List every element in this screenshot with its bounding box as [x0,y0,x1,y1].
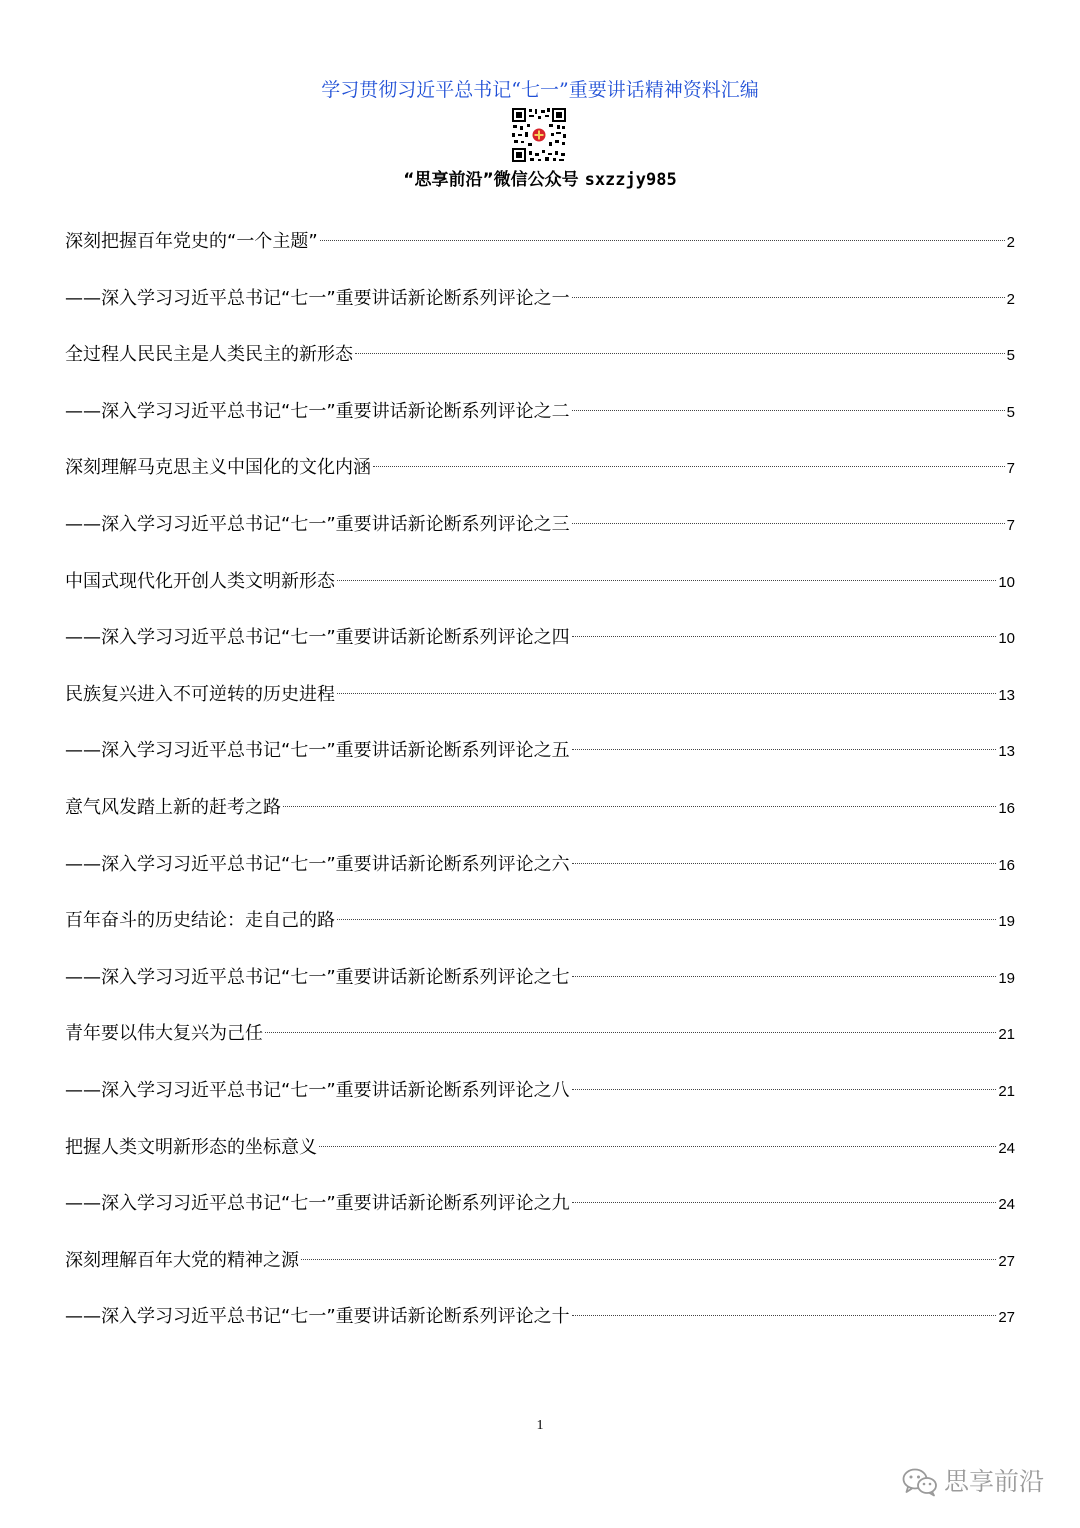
toc-page-number: 5 [1006,403,1015,421]
toc-entry[interactable] [65,568,1015,625]
toc-entry[interactable] [65,1247,1015,1304]
toc-dot-leader [337,919,996,920]
toc-page-number: 21 [998,1026,1015,1044]
toc-page-number: 27 [998,1309,1015,1327]
toc-entry[interactable] [65,737,1015,794]
toc-page-number: 24 [998,1196,1015,1214]
table-of-contents [65,228,1015,1360]
toc-page-number: 10 [998,573,1015,591]
toc-dot-leader [572,297,1005,298]
toc-dot-leader [572,523,1005,524]
toc-entry[interactable] [65,794,1015,851]
toc-dot-leader [320,240,1005,241]
toc-entry[interactable] [65,511,1015,568]
toc-entry-text: 民族复兴进入不可逆转的历史进程 [65,683,335,705]
toc-page-number: 2 [1006,290,1015,308]
toc-entry[interactable] [65,1077,1015,1134]
toc-entry-text: 百年奋斗的历史结论：走自己的路 [65,910,335,932]
toc-page-number: 13 [998,686,1015,704]
toc-entry[interactable] [65,624,1015,681]
toc-entry-text: 中国式现代化开创人类文明新形态 [65,570,335,592]
toc-page-number: 21 [998,1082,1015,1100]
toc-page-number: 24 [998,1139,1015,1157]
toc-entry[interactable] [65,964,1015,1021]
toc-entry-text: ——深入学习习近平总书记“七一”重要讲话新论断系列评论之五 [65,740,570,762]
toc-dot-leader [319,1146,996,1147]
account-label: “思享前沿”微信公众号 [403,170,579,190]
watermark-text: 思享前沿 [943,1467,1044,1496]
toc-entry-text: ——深入学习习近平总书记“七一”重要讲话新论断系列评论之十 [65,1306,570,1328]
toc-entry-text: ——深入学习习近平总书记“七一”重要讲话新论断系列评论之九 [65,1193,570,1215]
toc-entry-text: ——深入学习习近平总书记“七一”重要讲话新论断系列评论之七 [65,966,570,988]
toc-entry[interactable] [65,285,1015,342]
toc-entry-text: 深刻理解马克思主义中国化的文化内涵 [65,457,371,479]
toc-dot-leader [355,353,1005,354]
toc-entry-text: ——深入学习习近平总书记“七一”重要讲话新论断系列评论之二 [65,400,570,422]
document-title: 学习贯彻习近平总书记“七一”重要讲话精神资料汇编 [321,79,759,101]
toc-entry-text: ——深入学习习近平总书记“七一”重要讲话新论断系列评论之八 [65,1079,570,1101]
account-id: sxzzjy985 [584,170,677,190]
toc-dot-leader [572,636,997,637]
toc-entry[interactable] [65,228,1015,285]
watermark [902,1462,1044,1502]
toc-entry-text: ——深入学习习近平总书记“七一”重要讲话新论断系列评论之三 [65,513,570,535]
toc-page-number: 16 [998,799,1015,817]
toc-page-number: 10 [998,630,1015,648]
toc-dot-leader [373,466,1005,467]
toc-entry[interactable] [65,398,1015,455]
toc-entry[interactable] [65,1190,1015,1247]
toc-entry[interactable] [65,681,1015,738]
toc-dot-leader [572,410,1005,411]
toc-page-number: 5 [1006,347,1015,365]
toc-page-number: 19 [998,913,1015,931]
toc-dot-leader [572,1202,997,1203]
page-number: 1 [536,1418,544,1433]
toc-page-number: 16 [998,856,1015,874]
toc-entry[interactable] [65,1303,1015,1360]
toc-entry[interactable] [65,851,1015,908]
toc-dot-leader [572,863,997,864]
toc-entry-text: 青年要以伟大复兴为己任 [65,1023,263,1045]
toc-entry[interactable] [65,1020,1015,1077]
toc-dot-leader [265,1032,996,1033]
toc-entry-text: 把握人类文明新形态的坐标意义 [65,1136,317,1158]
toc-dot-leader [283,806,996,807]
toc-entry-text: 全过程人民民主是人类民主的新形态 [65,344,353,366]
toc-entry-text: 意气风发踏上新的赶考之路 [65,796,281,818]
toc-entry-text: ——深入学习习近平总书记“七一”重要讲话新论断系列评论之一 [65,287,570,309]
toc-page-number: 19 [998,969,1015,987]
qr-code [511,107,567,163]
toc-dot-leader [572,1089,997,1090]
wechat-icon [902,1467,938,1497]
toc-page-number: 7 [1006,460,1015,478]
toc-page-number: 2 [1006,234,1015,251]
toc-page-number: 27 [998,1252,1015,1270]
toc-entry[interactable] [65,1134,1015,1191]
toc-entry[interactable] [65,454,1015,511]
toc-entry[interactable] [65,907,1015,964]
toc-dot-leader [337,693,996,694]
toc-dot-leader [301,1259,996,1260]
toc-entry-text: ——深入学习习近平总书记“七一”重要讲话新论断系列评论之四 [65,627,570,649]
toc-entry-text: 深刻把握百年党史的“一个主题” [65,231,318,252]
account-line [0,167,1080,193]
toc-dot-leader [572,1315,997,1316]
toc-dot-leader [337,580,996,581]
toc-page-number: 7 [1006,516,1015,534]
toc-dot-leader [572,749,997,750]
toc-page-number: 13 [998,743,1015,761]
toc-entry-text: ——深入学习习近平总书记“七一”重要讲话新论断系列评论之六 [65,853,570,875]
toc-entry[interactable] [65,341,1015,398]
toc-entry-text: 深刻理解百年大党的精神之源 [65,1249,299,1271]
toc-dot-leader [572,976,997,977]
